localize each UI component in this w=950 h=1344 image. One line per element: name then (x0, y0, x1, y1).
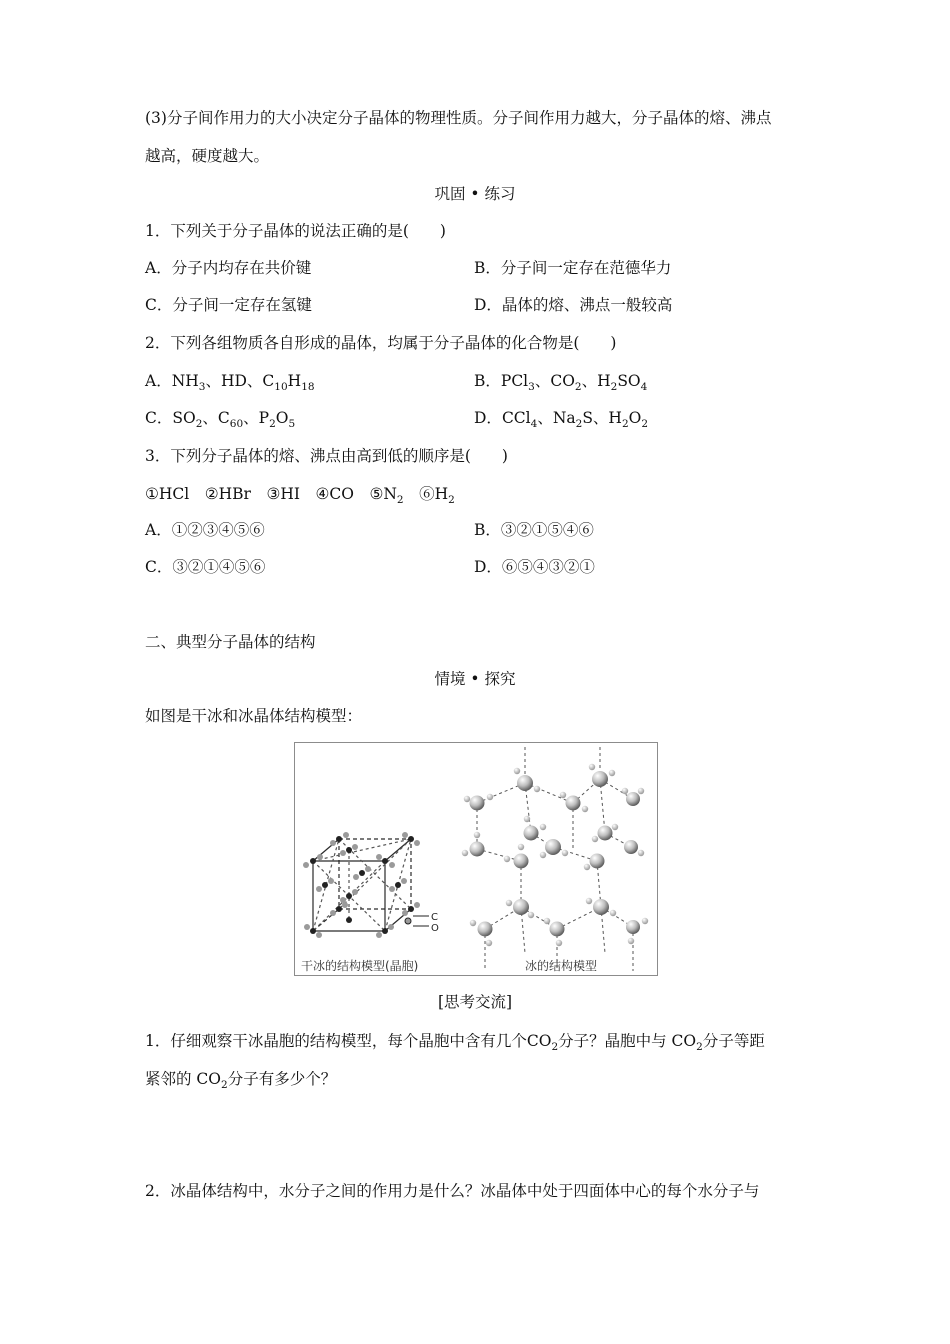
ice-structure-bonds (477, 747, 633, 971)
q3-stem: 3．下列分子晶体的熔、沸点由高到低的顺序是( ) (145, 447, 508, 465)
q1-option-d: D．晶体的熔、沸点一般较高 (474, 296, 673, 314)
water-molecules-hydrogen (462, 764, 648, 946)
section-2-heading: 二、典型分子晶体的结构 (145, 633, 316, 651)
think-q1-line1: 1．仔细观察干冰晶胞的结构模型，每个晶胞中含有几个$CO_2$分子？晶胞中与 $CO_2$分子等距 (145, 1032, 765, 1053)
paragraph-3-line2: 越高，硬度越大。 (145, 147, 270, 165)
paragraph-3-line1: (3)分子间作用力的大小决定分子晶体的物理性质。分子间作用力越大，分子晶体的熔、沸点 (145, 109, 772, 127)
q2-option-d: D．CCl$_4$、$Na_2S$、$H_2O_2$ (474, 409, 649, 430)
q3-option-b: B．③②①⑤④⑥ (474, 521, 594, 539)
crystal-structure-figure (294, 742, 658, 976)
q3-option-a: A．①②③④⑤⑥ (145, 521, 265, 539)
atom-legend (405, 916, 429, 926)
think-q2-line1: 2．冰晶体结构中，水分子之间的作用力是什么？冰晶体中处于四面体中心的每个水分子与 (145, 1182, 760, 1200)
q2-stem: 2．下列各组物质各自形成的晶体，均属于分子晶体的化合物是( ) (145, 334, 617, 352)
figure-intro: 如图是干冰和冰晶体结构模型： (145, 707, 363, 725)
q2-option-a: A．$NH_3$、HD、$C_{10}H_{18}$ (145, 372, 315, 393)
think-q1-line2: 紧邻的 $CO_2$分子有多少个？ (145, 1070, 337, 1091)
section-explore-title: 情境 • 探究 (434, 670, 516, 688)
q3-option-d: D．⑥⑤④③②① (474, 558, 595, 576)
think-exchange-title: [思考交流] (437, 993, 513, 1011)
caption-dry-ice: 干冰的结构模型(晶胞) (301, 959, 419, 973)
q1-option-a: A．分子内均存在共价键 (145, 259, 312, 277)
label-o: O (431, 923, 439, 934)
q3-items: ①HCl ②HBr ③HI ④CO $⑤N_2$ $⑥H_2$ (145, 485, 455, 506)
q1-stem: 1．下列关于分子晶体的说法正确的是( ) (145, 222, 446, 240)
section-practice-title: 巩固 • 练习 (434, 185, 516, 203)
q3-option-c: C．③②①④⑤⑥ (145, 558, 266, 576)
q1-option-b: B．分子间一定存在范德华力 (474, 259, 672, 277)
q2-option-c: C．$SO_2$、$C_{60}$、$P_2O_5$ (145, 409, 296, 430)
label-c: C (431, 912, 438, 923)
q2-option-b: B．PCl$_3$、$CO_2$、$H_2SO_4$ (474, 372, 648, 393)
q1-option-c: C．分子间一定存在氢键 (145, 296, 312, 314)
crystal-structure-drawing (295, 743, 657, 975)
caption-ice: 冰的结构模型 (525, 959, 598, 973)
